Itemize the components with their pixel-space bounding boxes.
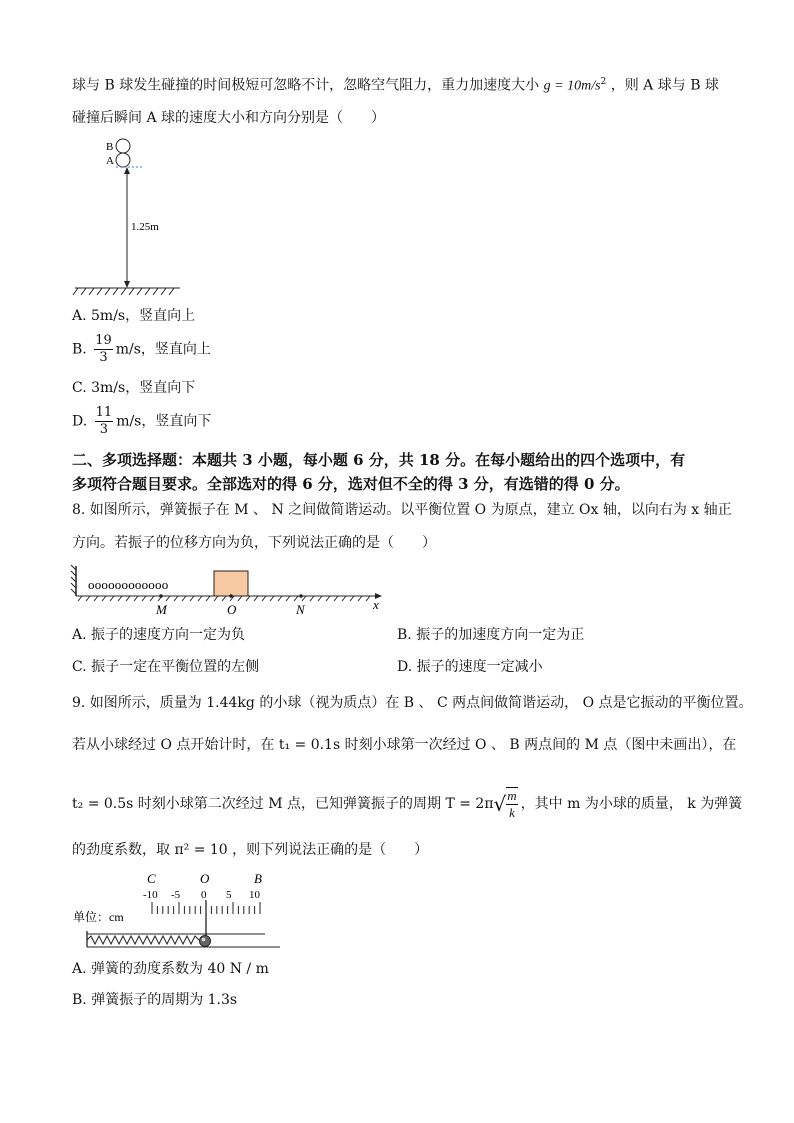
q8-option-b: B. 振子的加速度方向一定为正 [397, 627, 585, 643]
label-x: x [373, 597, 379, 612]
spring [87, 936, 199, 944]
q9-line-3-start: t₂ = 0.5s 时刻小球第二次经过 M 点，已知弹簧振子的周期 T = 2π [72, 796, 494, 812]
q7-option-c: C. 3m/s，竖直向下 [72, 380, 196, 396]
q7-line-1 [72, 72, 719, 97]
q7-line-1-text: 球与 B 球发生碰撞的时间极短可忽略不计，忽略空气阻力，重力加速度大小 [72, 77, 540, 94]
q9-line-3 [72, 787, 742, 821]
q7-option-d-prefix: D. [72, 413, 88, 430]
sqrt-fraction [506, 787, 517, 821]
q9-line-2: 若从小球经过 O 点开始计时，在 t₁ = 0.1s 时刻小球第一次经过 O 、 B 两点间的 M 点（图中未画出），在 [72, 737, 737, 753]
label-n: N [296, 602, 305, 617]
gravity-expression: g = 10m/s [543, 78, 601, 94]
ball-a-label: A [106, 155, 114, 167]
q7-option-b-suffix: m/s，竖直向上 [115, 341, 211, 358]
tick-label-minus-5: -5 [171, 889, 181, 901]
ball [200, 936, 211, 947]
fraction-denominator: 3 [99, 422, 109, 437]
q9-line-3-end: ，其中 m 为小球的质量， k 为弹簧 [520, 796, 743, 812]
q8-option-d: D. 振子的速度一定减小 [397, 659, 543, 675]
floor-hatching [78, 596, 370, 601]
q7-option-b-fraction [94, 333, 113, 366]
label-m: M [156, 602, 167, 617]
point-n [299, 594, 303, 598]
q7-line-2: 碰撞后瞬间 A 球的速度大小和方向分别是（ ） [72, 110, 386, 126]
q7-option-b [72, 333, 211, 366]
q7-figure [70, 134, 190, 299]
q7-line-1-tail: ，则 A 球与 B 球 [610, 77, 719, 94]
point-o [229, 594, 233, 598]
tick-label-5: 5 [226, 889, 232, 901]
q9-option-b: B. 弹簧振子的周期为 1.3s [72, 992, 238, 1008]
ball-highlight [202, 938, 206, 942]
q9-line-1: 9. 如图所示，质量为 1.44kg 的小球（视为质点）在 B 、 C 两点间做简谐运动， O 点是它振动的平衡位置。 [72, 695, 753, 711]
q9-figure [70, 868, 290, 954]
section-2-header-line-1: 二、多项选择题：本题共 3 小题，每小题 6 分，共 18 分。在每小题给出的四个选项中，有 [72, 451, 686, 469]
ball-b [116, 139, 130, 153]
height-arrow-down [124, 281, 130, 288]
q7-option-d-suffix: m/s，竖直向下 [116, 413, 212, 430]
q8-option-c: C. 振子一定在平衡位置的左侧 [72, 659, 260, 675]
label-o: O [227, 602, 237, 617]
label-o: O [200, 871, 210, 886]
spring: oooooooooooo [88, 577, 169, 592]
oscillator-block [214, 571, 248, 596]
q9-line-4: 的劲度系数，取 π² = 10 ，则下列说法正确的是（ ） [72, 842, 429, 858]
tick-label-10: 10 [249, 889, 260, 901]
q9-option-a: A. 弹簧的劲度系数为 40 N / m [72, 961, 269, 977]
tick-label-minus-10: -10 [143, 889, 158, 901]
label-b: B [254, 871, 262, 886]
height-label: 1.25m [131, 221, 159, 233]
tick-label-0: 0 [201, 889, 207, 901]
section-2-header-line-2: 多项符合题目要求。全部选对的得 6 分，选对但不全的得 3 分，有选错的得 0 分。 [72, 475, 630, 493]
q8-option-a: A. 振子的速度方向一定为负 [72, 627, 246, 643]
height-arrow-up [124, 167, 130, 174]
sqrt-symbol: √ [493, 792, 507, 816]
q7-option-d [72, 405, 211, 438]
ground-hatching [73, 288, 174, 295]
fraction-denominator: 3 [99, 350, 108, 365]
q8-figure [70, 562, 390, 618]
q8-line-1: 8. 如图所示，弹簧振子在 M 、 N 之间做简谐运动。以平衡位置 O 为原点，建立 Ox 轴，以向右为 x 轴正 [72, 502, 732, 518]
fraction-numerator: m [507, 788, 517, 803]
fraction-numerator: 19 [95, 333, 112, 348]
q7-option-b-prefix: B. [72, 341, 87, 358]
label-c: C [147, 871, 156, 886]
ball-a [116, 153, 130, 167]
fraction-denominator: k [509, 805, 515, 820]
unit-label: 单位：cm [73, 910, 124, 924]
q7-option-a: A. 5m/s，竖直向上 [72, 308, 196, 324]
q8-line-2: 方向。若振子的位移方向为负，下列说法正确的是（ ） [72, 535, 436, 551]
ball-b-label: B [106, 141, 114, 153]
fraction-numerator: 11 [95, 405, 113, 420]
q7-option-d-fraction [95, 405, 114, 438]
gravity-exponent: 2 [600, 77, 607, 87]
point-m [159, 594, 163, 598]
